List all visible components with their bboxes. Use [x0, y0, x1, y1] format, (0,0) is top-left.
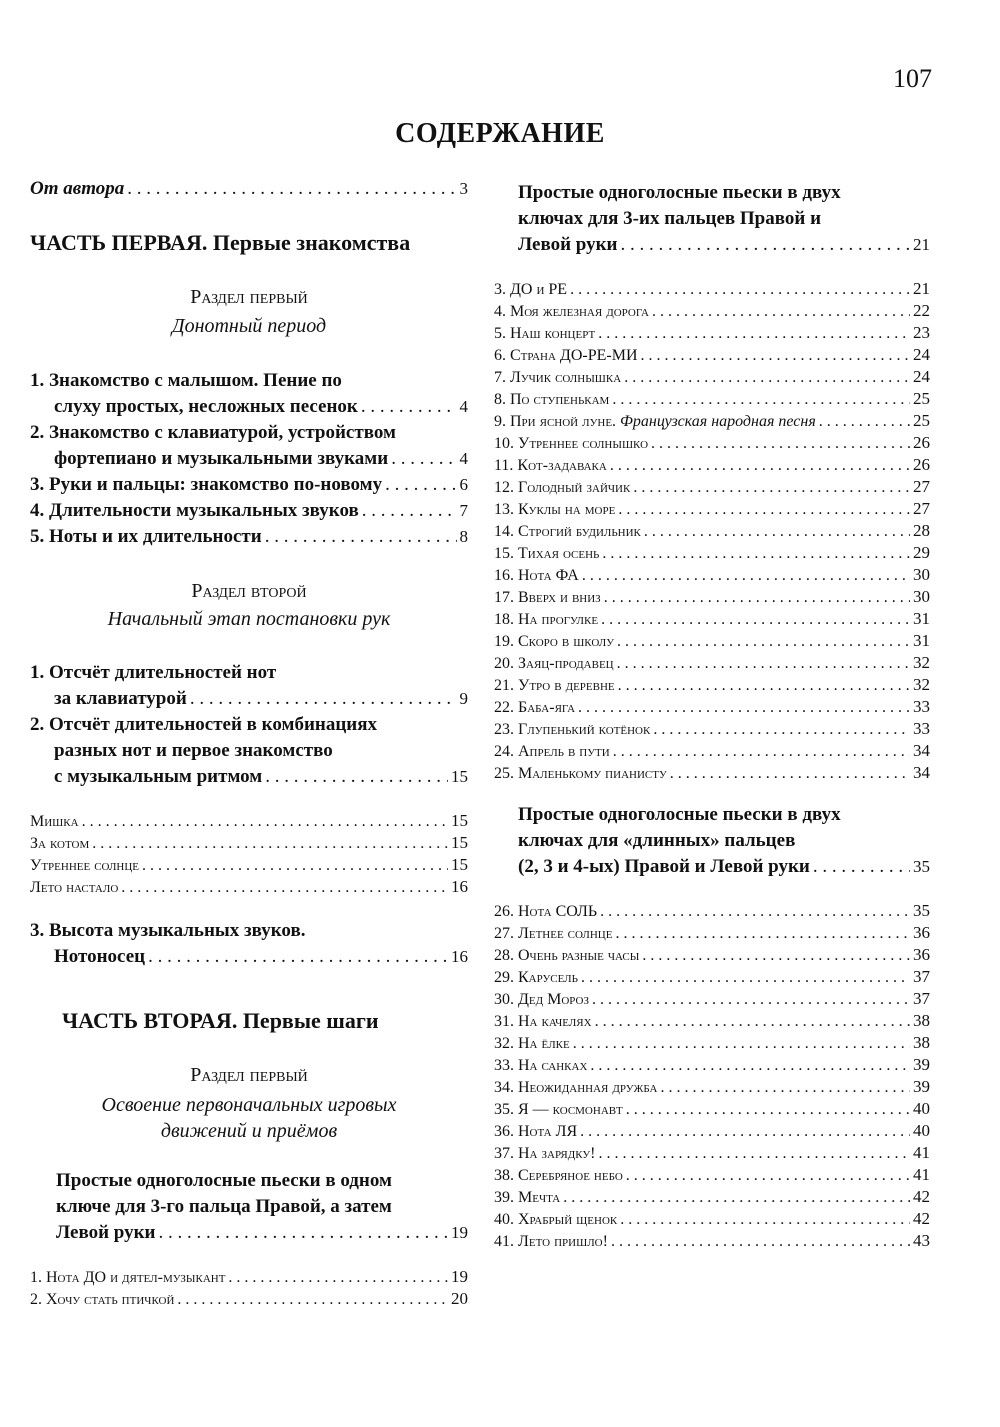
entry-page: 27 — [913, 499, 930, 518]
entry-page: 15 — [451, 811, 468, 830]
entry-page: 3 — [459, 179, 468, 198]
list-item[interactable] — [494, 366, 930, 388]
entry-label: 16. Нота ФА — [494, 567, 579, 584]
leader-dots — [148, 944, 448, 970]
entry-label: 12. Голодный зайчик — [494, 479, 631, 496]
list-item[interactable] — [494, 1032, 930, 1054]
leader-dots — [624, 367, 910, 389]
leader-dots — [653, 719, 910, 741]
entry-last-line — [30, 944, 468, 970]
entry-page: 25 — [913, 411, 930, 430]
toc-entry[interactable] — [30, 368, 468, 420]
section-heading: Раздел второй — [191, 580, 307, 602]
entry-label: 35. Я — космонавт — [494, 1101, 623, 1118]
entry-page: 33 — [913, 697, 930, 716]
entry-label: 33. На санках — [494, 1057, 588, 1074]
leader-dots — [660, 1077, 910, 1099]
list-item[interactable] — [494, 630, 930, 652]
entry-label: 23. Глупенький котёнок — [494, 721, 651, 738]
entry-page: 25 — [913, 389, 930, 408]
leader-dots — [92, 833, 448, 855]
section-two-items — [30, 660, 468, 790]
entry-page: 19 — [451, 1223, 468, 1242]
leader-dots — [642, 945, 910, 967]
list-item[interactable] — [494, 344, 930, 366]
entry-page: 32 — [913, 675, 930, 694]
entry-label: От автора — [30, 178, 125, 199]
entry-page: 38 — [913, 1033, 930, 1052]
leader-dots — [618, 499, 910, 521]
entry-page: 27 — [913, 477, 930, 496]
entry-page: 42 — [913, 1187, 930, 1206]
list-item[interactable] — [494, 762, 930, 784]
list-item[interactable] — [494, 1230, 930, 1252]
leader-dots — [361, 394, 457, 420]
section-heading: Раздел первый — [190, 1064, 308, 1086]
list-item[interactable] — [494, 278, 930, 300]
leader-dots — [190, 686, 457, 712]
list-item[interactable] — [30, 832, 468, 854]
leader-dots — [592, 989, 910, 1011]
toc-entry[interactable] — [30, 712, 468, 790]
entry-label: 11. Кот-задавака — [494, 457, 607, 474]
entry-last-line — [30, 764, 468, 790]
entry-page: 15 — [451, 855, 468, 874]
entry-label: 13. Куклы на море — [494, 501, 616, 518]
list-item[interactable] — [30, 1288, 468, 1310]
entry-page: 36 — [913, 945, 930, 964]
entry-label: 10. Утреннее солнышко — [494, 435, 649, 452]
leader-dots — [602, 543, 910, 565]
leader-dots — [652, 301, 910, 323]
entry-page: 35 — [913, 857, 930, 876]
entry-label-line: Простые одноголосные пьески в двух — [518, 182, 841, 203]
entry-label-line: 1. Знакомство с малышом. Пение по — [30, 370, 342, 391]
entry-label: 5. Наш концерт — [494, 325, 596, 342]
leader-dots — [819, 411, 910, 433]
entry-page: 39 — [913, 1055, 930, 1074]
leader-dots — [644, 521, 910, 543]
entry-page: 37 — [913, 989, 930, 1008]
list-item[interactable] — [494, 520, 930, 542]
entry-label: слуху простых, несложных песенок — [54, 396, 358, 417]
entry-page: 38 — [913, 1011, 930, 1030]
group-heading[interactable] — [518, 180, 930, 258]
entry-label: Мишка — [30, 813, 79, 830]
entry-label — [494, 411, 816, 433]
entry-page: 19 — [451, 1267, 468, 1286]
entry-label: 3. Руки и пальцы: знакомство по-новому — [30, 474, 383, 495]
entry-page: 8 — [459, 527, 468, 546]
entry-label: 37. На зарядку! — [494, 1145, 596, 1162]
leader-dots — [601, 609, 910, 631]
entry-label: Утреннее солнце — [30, 857, 140, 874]
entry-label-line: ключах для «длинных» пальцев — [518, 830, 796, 851]
entry-last-line — [30, 394, 468, 420]
list-item[interactable] — [494, 966, 930, 988]
leader-dots — [633, 477, 910, 499]
list-item[interactable] — [494, 1054, 930, 1076]
entry-page: 21 — [913, 235, 930, 254]
leader-dots — [598, 1143, 910, 1165]
leader-dots — [604, 587, 910, 609]
entry-label: За котом — [30, 835, 90, 852]
entry-label: Нотоносец — [54, 946, 146, 967]
entry-page: 34 — [913, 763, 930, 782]
entry-page: 4 — [459, 397, 468, 416]
leader-dots — [578, 697, 910, 719]
leader-dots — [265, 524, 457, 550]
leader-dots — [621, 232, 911, 258]
leader-dots — [595, 1011, 910, 1033]
group-two-items — [494, 278, 930, 784]
entry-page: 41 — [913, 1143, 930, 1162]
leader-dots — [580, 1121, 910, 1143]
leader-dots — [813, 854, 910, 880]
leader-dots — [127, 176, 456, 202]
entry-page: 6 — [459, 475, 468, 494]
section-subtitle: Начальный этап постановки рук — [107, 608, 391, 630]
entry-label: 29. Карусель — [494, 969, 578, 986]
entry-label: 15. Тихая осень — [494, 545, 600, 562]
entry-label: 14. Строгий будильник — [494, 523, 641, 540]
entry-label-line: Простые одноголосные пьески в двух — [518, 804, 841, 825]
leader-dots — [391, 446, 456, 472]
entry-label-line: ключах для 3-их пальцев Правой и — [518, 208, 822, 229]
entry-label: 30. Дед Мороз — [494, 991, 590, 1008]
entry-page: 40 — [913, 1099, 930, 1118]
leader-dots — [563, 1187, 910, 1209]
entry-label: 26. Нота СОЛЬ — [494, 903, 598, 920]
leader-dots — [620, 1209, 910, 1231]
entry-label: за клавиатурой — [54, 688, 187, 709]
section-one-items — [30, 368, 468, 550]
part-one-title: ЧАСТЬ ПЕРВАЯ. Первые знакомства — [30, 230, 411, 255]
entry-page: 39 — [913, 1077, 930, 1096]
entry-label: 3. ДО и РЕ — [494, 281, 568, 298]
entry-label: 28. Очень разные часы — [494, 947, 640, 964]
entry-label: 36. Нота ЛЯ — [494, 1123, 578, 1140]
entry-label: 25. Маленькому пианисту — [494, 765, 667, 782]
leader-dots — [600, 901, 910, 923]
leader-dots — [573, 1033, 910, 1055]
leader-dots — [362, 498, 457, 524]
entry-last-line — [30, 446, 468, 472]
section-heading: Раздел первый — [190, 286, 308, 308]
entry-page: 43 — [913, 1231, 930, 1250]
entry-last-line — [30, 686, 468, 712]
list-item[interactable] — [494, 322, 930, 344]
entry-label: Левой руки — [56, 1222, 156, 1243]
list-item[interactable] — [30, 810, 468, 832]
leader-dots — [611, 1231, 910, 1253]
entry-label-line: ключе для 3-го пальца Правой, а затем — [56, 1196, 392, 1217]
list-item[interactable] — [30, 1266, 468, 1288]
entry-page: 42 — [913, 1209, 930, 1228]
group-one-items — [30, 1266, 468, 1310]
list-item[interactable] — [494, 410, 930, 432]
list-item[interactable] — [494, 1208, 930, 1230]
leader-dots — [177, 1289, 448, 1311]
entry-label: Лето настало — [30, 879, 119, 896]
toc-entry-from-author[interactable] — [30, 176, 468, 202]
list-item[interactable] — [494, 740, 930, 762]
list-item[interactable] — [494, 586, 930, 608]
section-subtitle: Донотный период — [171, 315, 327, 337]
entry-page: 20 — [451, 1289, 468, 1308]
leader-dots — [617, 631, 910, 653]
entry-label: 40. Храбрый щенок — [494, 1211, 618, 1228]
list-item[interactable] — [494, 696, 930, 718]
entry-label: 2. Хочу стать птичкой — [30, 1291, 175, 1308]
entry-page: 23 — [913, 323, 930, 342]
entry-page: 9 — [459, 689, 468, 708]
entry-last-line — [56, 1220, 468, 1246]
entry-last-line — [518, 854, 930, 880]
list-item[interactable] — [494, 388, 930, 410]
list-item[interactable] — [494, 608, 930, 630]
entry-label: 18. На прогулке — [494, 611, 599, 628]
leader-dots — [590, 1055, 910, 1077]
entry-page: 40 — [913, 1121, 930, 1140]
leader-dots — [617, 653, 910, 675]
entry-label: 20. Заяц-продавец — [494, 655, 614, 672]
entry-page: 33 — [913, 719, 930, 738]
list-item[interactable] — [494, 1010, 930, 1032]
toc-entry[interactable] — [30, 498, 468, 524]
list-item[interactable] — [494, 300, 930, 322]
leader-dots — [615, 923, 910, 945]
entry-label: 22. Баба-яга — [494, 699, 576, 716]
entry-label: 6. Страна ДО-РЕ-МИ — [494, 347, 638, 364]
list-item[interactable] — [494, 718, 930, 740]
leader-dots — [121, 877, 448, 899]
entry-label: 21. Утро в деревне — [494, 677, 615, 694]
entry-label: 41. Лето пришло! — [494, 1233, 608, 1250]
toc-entry[interactable] — [30, 524, 468, 550]
list-item[interactable] — [494, 1120, 930, 1142]
entry-page: 24 — [913, 367, 930, 386]
entry-label-line: 3. Высота музыкальных звуков. — [30, 920, 306, 941]
leader-dots — [618, 675, 910, 697]
entry-page: 41 — [913, 1165, 930, 1184]
entry-label: Левой руки — [518, 234, 618, 255]
entry-page: 24 — [913, 345, 930, 364]
entry-note: Французская народная песня — [620, 413, 816, 430]
entry-label: 7. Лучик солнышка — [494, 369, 622, 386]
entry-page: 29 — [913, 543, 930, 562]
leader-dots — [385, 472, 456, 498]
entry-label: с музыкальным ритмом — [54, 766, 263, 787]
entry-page: 16 — [451, 947, 468, 966]
entry-label: 4. Моя железная дорога — [494, 303, 649, 320]
list-item[interactable] — [494, 432, 930, 454]
entry-label: фортепиано и музыкальными звуками — [54, 448, 389, 469]
entry-page: 26 — [913, 433, 930, 452]
entry-label: 4. Длительности музыкальных звуков — [30, 500, 359, 521]
list-item[interactable] — [494, 564, 930, 586]
entry-page: 22 — [913, 301, 930, 320]
section-subtitle: движений и приёмов — [160, 1120, 338, 1142]
leader-dots — [570, 279, 910, 301]
entry-page: 36 — [913, 923, 930, 942]
list-item[interactable] — [30, 854, 468, 876]
leader-dots — [651, 433, 910, 455]
list-item[interactable] — [494, 542, 930, 564]
list-item[interactable] — [494, 1142, 930, 1164]
leader-dots — [612, 389, 910, 411]
toc-entry[interactable] — [30, 660, 468, 712]
entry-label: 34. Неожиданная дружба — [494, 1079, 658, 1096]
group-three-items — [494, 900, 930, 1252]
leader-dots — [626, 1099, 910, 1121]
entry-label: 39. Мечта — [494, 1189, 561, 1206]
entry-page: 31 — [913, 631, 930, 650]
section-subtitle: Освоение первоначальных игровых — [101, 1094, 397, 1116]
list-item[interactable] — [494, 922, 930, 944]
group-heading[interactable] — [518, 802, 930, 880]
entry-page: 26 — [913, 455, 930, 474]
entry-label: 17. Вверх и вниз — [494, 589, 601, 606]
list-item[interactable] — [494, 944, 930, 966]
list-item[interactable] — [494, 476, 930, 498]
list-item[interactable] — [494, 652, 930, 674]
entry-page: 15 — [451, 833, 468, 852]
entry-page: 30 — [913, 565, 930, 584]
list-item[interactable] — [494, 1098, 930, 1120]
list-item[interactable] — [494, 900, 930, 922]
leader-dots — [626, 1165, 910, 1187]
list-item[interactable] — [494, 674, 930, 696]
toc-entry[interactable] — [30, 472, 468, 498]
entry-page: 16 — [451, 877, 468, 896]
leader-dots — [265, 764, 448, 790]
leader-dots — [228, 1267, 448, 1289]
entry-page: 32 — [913, 653, 930, 672]
leader-dots — [610, 455, 910, 477]
entry-label: 24. Апрель в пути — [494, 743, 610, 760]
entry-label: 38. Серебряное небо — [494, 1167, 623, 1184]
entry-page: 35 — [913, 901, 930, 920]
leader-dots — [82, 811, 448, 833]
list-item[interactable] — [494, 498, 930, 520]
toc-entry[interactable] — [30, 420, 468, 472]
entry-page: 21 — [913, 279, 930, 298]
entry-page: 7 — [459, 501, 468, 520]
leader-dots — [641, 345, 910, 367]
list-item[interactable] — [494, 1164, 930, 1186]
page-title: СОДЕРЖАНИЕ — [395, 118, 605, 149]
entry-label: (2, 3 и 4-ых) Правой и Левой руки — [518, 856, 810, 877]
part-two-title: ЧАСТЬ ВТОРАЯ. Первые шаги — [62, 1008, 379, 1033]
entry-page: 31 — [913, 609, 930, 628]
entry-label: 31. На качелях — [494, 1013, 592, 1030]
entry-label-line: разных нот и первое знакомство — [54, 740, 333, 761]
entry-page: 37 — [913, 967, 930, 986]
entry-label: 5. Ноты и их длительности — [30, 526, 262, 547]
page-number: 107 — [893, 64, 932, 93]
entry-page: 34 — [913, 741, 930, 760]
list-item[interactable] — [494, 1186, 930, 1208]
entry-label: 8. По ступенькам — [494, 391, 610, 408]
list-item[interactable] — [30, 876, 468, 898]
entry-page: 30 — [913, 587, 930, 606]
entry-label: 27. Летнее солнце — [494, 925, 613, 942]
list-item[interactable] — [494, 454, 930, 476]
leader-dots — [159, 1220, 449, 1246]
entry-label-line: 1. Отсчёт длительностей нот — [30, 662, 277, 683]
entry-label: 19. Скоро в школу — [494, 633, 615, 650]
entry-page: 4 — [459, 449, 468, 468]
group-heading[interactable] — [56, 1168, 468, 1246]
entry-label-line: Простые одноголосные пьески в одном — [56, 1170, 392, 1191]
entry-label: 32. На ёлке — [494, 1035, 570, 1052]
leader-dots — [598, 323, 910, 345]
entry-label-line: 2. Знакомство с клавиатурой, устройством — [30, 422, 396, 443]
pieces-list — [30, 810, 468, 898]
entry-label: 1. Нота ДО и дятел-музыкант — [30, 1269, 226, 1286]
leader-dots — [581, 967, 910, 989]
entry-page: 15 — [451, 767, 468, 786]
entry-label-line: 2. Отсчёт длительностей в комбинациях — [30, 714, 378, 735]
leader-dots — [613, 741, 910, 763]
entry-last-line — [518, 232, 930, 258]
entry-label-main: 9. При ясной луне. — [494, 413, 617, 430]
entry-page: 28 — [913, 521, 930, 540]
leader-dots — [670, 763, 910, 785]
leader-dots — [142, 855, 448, 877]
leader-dots — [582, 565, 910, 587]
list-item[interactable] — [494, 988, 930, 1010]
list-item[interactable] — [494, 1076, 930, 1098]
toc-entry[interactable] — [30, 918, 468, 970]
